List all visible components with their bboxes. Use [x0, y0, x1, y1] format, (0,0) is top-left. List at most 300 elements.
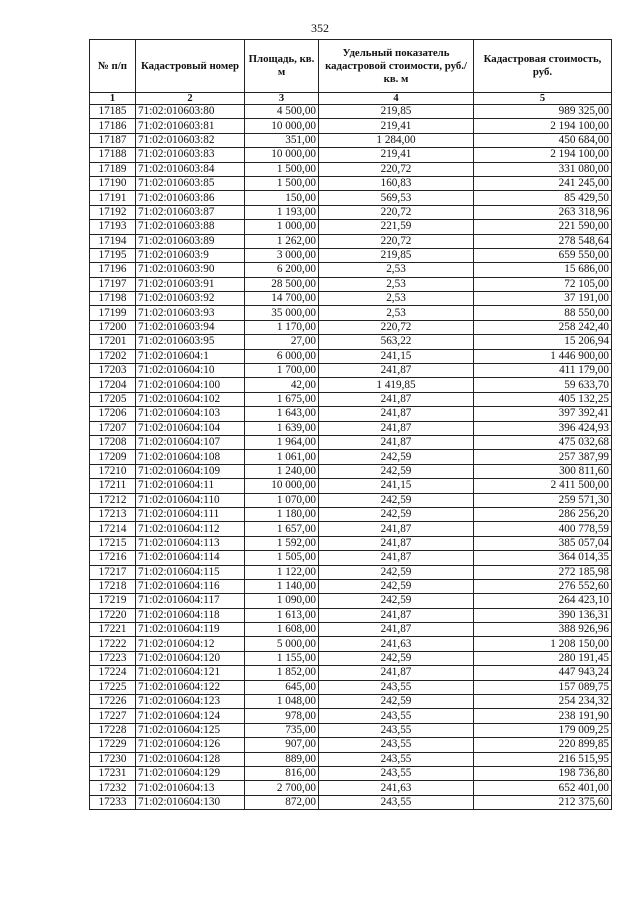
unit-rate-cell: 243,55 [319, 723, 474, 737]
cadastral-value-cell: 216 515,95 [474, 752, 612, 766]
unit-rate-cell: 242,59 [319, 464, 474, 478]
cadastral-value-cell: 1 446 900,00 [474, 349, 612, 363]
table-row [90, 623, 612, 637]
unit-rate-cell: 243,55 [319, 752, 474, 766]
cadastral-number-cell: 71:02:010604:130 [136, 795, 245, 809]
cadastral-value-cell: 264 423,10 [474, 594, 612, 608]
row-number-cell: 17207 [90, 421, 136, 435]
area-cell: 10 000,00 [245, 148, 319, 162]
cadastral-value-cell: 450 684,00 [474, 133, 612, 147]
area-cell: 27,00 [245, 335, 319, 349]
cadastral-number-cell: 71:02:010604:1 [136, 349, 245, 363]
row-number-cell: 17208 [90, 435, 136, 449]
row-number-cell: 17216 [90, 551, 136, 565]
cadastral-number-cell: 71:02:010603:9 [136, 248, 245, 262]
table-row [90, 176, 612, 190]
table-row [90, 695, 612, 709]
cadastral-value-cell: 72 105,00 [474, 277, 612, 291]
area-cell: 1 505,00 [245, 551, 319, 565]
area-cell: 1 240,00 [245, 464, 319, 478]
table-row [90, 378, 612, 392]
area-cell: 1 852,00 [245, 666, 319, 680]
cadastral-number-cell: 71:02:010603:90 [136, 263, 245, 277]
cadastral-number-cell: 71:02:010604:104 [136, 421, 245, 435]
area-cell: 2 700,00 [245, 781, 319, 795]
table-row [90, 450, 612, 464]
cadastral-value-cell: 405 132,25 [474, 392, 612, 406]
unit-rate-cell: 1 419,85 [319, 378, 474, 392]
row-number-cell: 17227 [90, 709, 136, 723]
cadastral-value-cell: 220 899,85 [474, 738, 612, 752]
cadastral-number-cell: 71:02:010603:81 [136, 119, 245, 133]
area-cell: 1 700,00 [245, 364, 319, 378]
cadastral-value-cell: 263 318,96 [474, 205, 612, 219]
unit-rate-cell: 1 284,00 [319, 133, 474, 147]
cadastral-value-cell: 179 009,25 [474, 723, 612, 737]
column-header-area: Площадь, кв. м [245, 40, 319, 93]
table-row [90, 277, 612, 291]
area-cell: 28 500,00 [245, 277, 319, 291]
table-row [90, 205, 612, 219]
table-row [90, 234, 612, 248]
table-row [90, 766, 612, 780]
unit-rate-cell: 243,55 [319, 795, 474, 809]
area-cell: 10 000,00 [245, 119, 319, 133]
table-row [90, 248, 612, 262]
cadastral-number-cell: 71:02:010603:92 [136, 292, 245, 306]
cadastral-number-cell: 71:02:010604:114 [136, 551, 245, 565]
cadastral-value-cell: 88 550,00 [474, 306, 612, 320]
unit-rate-cell: 241,15 [319, 479, 474, 493]
cadastral-number-cell: 71:02:010604:103 [136, 407, 245, 421]
unit-rate-cell: 241,87 [319, 608, 474, 622]
table-row [90, 565, 612, 579]
cadastral-number-cell: 71:02:010604:119 [136, 623, 245, 637]
cadastral-number-cell: 71:02:010604:113 [136, 536, 245, 550]
area-cell: 1 070,00 [245, 493, 319, 507]
cadastral-value-cell: 2 194 100,00 [474, 148, 612, 162]
area-cell: 3 000,00 [245, 248, 319, 262]
area-cell: 5 000,00 [245, 637, 319, 651]
unit-rate-cell: 242,59 [319, 695, 474, 709]
unit-rate-cell: 241,87 [319, 536, 474, 550]
area-cell: 1 613,00 [245, 608, 319, 622]
unit-rate-cell: 242,59 [319, 507, 474, 521]
unit-rate-cell: 160,83 [319, 176, 474, 190]
cadastral-value-cell: 385 057,04 [474, 536, 612, 550]
table-row [90, 795, 612, 809]
unit-rate-cell: 243,55 [319, 680, 474, 694]
row-number-cell: 17230 [90, 752, 136, 766]
cadastral-value-cell: 2 411 500,00 [474, 479, 612, 493]
unit-rate-cell: 242,59 [319, 651, 474, 665]
table-row [90, 781, 612, 795]
cadastral-value-cell: 300 811,60 [474, 464, 612, 478]
table-row [90, 536, 612, 550]
table-row [90, 105, 612, 119]
row-number-cell: 17205 [90, 392, 136, 406]
row-number-cell: 17200 [90, 320, 136, 334]
cadastral-number-cell: 71:02:010604:100 [136, 378, 245, 392]
cadastral-number-cell: 71:02:010604:11 [136, 479, 245, 493]
unit-rate-cell: 243,55 [319, 709, 474, 723]
cadastral-number-cell: 71:02:010604:109 [136, 464, 245, 478]
table-row [90, 464, 612, 478]
row-number-cell: 17229 [90, 738, 136, 752]
unit-rate-cell: 241,87 [319, 551, 474, 565]
table-row [90, 263, 612, 277]
unit-rate-cell: 242,59 [319, 565, 474, 579]
cadastral-value-cell: 364 014,35 [474, 551, 612, 565]
column-number-row [90, 93, 612, 105]
cadastral-number-cell: 71:02:010604:107 [136, 435, 245, 449]
cadastral-number-cell: 71:02:010604:123 [136, 695, 245, 709]
cadastral-number-cell: 71:02:010604:117 [136, 594, 245, 608]
table-row [90, 119, 612, 133]
cadastral-number-cell: 71:02:010604:10 [136, 364, 245, 378]
area-cell: 14 700,00 [245, 292, 319, 306]
cadastral-value-cell: 989 325,00 [474, 105, 612, 119]
cadastral-number-cell: 71:02:010604:126 [136, 738, 245, 752]
row-number-cell: 17185 [90, 105, 136, 119]
cadastral-value-cell: 659 550,00 [474, 248, 612, 262]
area-cell: 1 500,00 [245, 162, 319, 176]
row-number-cell: 17222 [90, 637, 136, 651]
table-row [90, 651, 612, 665]
unit-rate-cell: 242,59 [319, 579, 474, 593]
page-number: 352 [311, 21, 329, 35]
row-number-cell: 17214 [90, 522, 136, 536]
row-number-cell: 17220 [90, 608, 136, 622]
cadastral-number-cell: 71:02:010604:121 [136, 666, 245, 680]
row-number-cell: 17212 [90, 493, 136, 507]
unit-rate-cell: 2,53 [319, 292, 474, 306]
row-number-cell: 17217 [90, 565, 136, 579]
area-cell: 1 000,00 [245, 220, 319, 234]
cadastral-value-cell: 15 686,00 [474, 263, 612, 277]
unit-rate-cell: 563,22 [319, 335, 474, 349]
row-number-cell: 17206 [90, 407, 136, 421]
cadastral-value-cell: 400 778,59 [474, 522, 612, 536]
cadastral-value-cell: 272 185,98 [474, 565, 612, 579]
cadastral-value-cell: 258 242,40 [474, 320, 612, 334]
unit-rate-cell: 220,72 [319, 320, 474, 334]
area-cell: 889,00 [245, 752, 319, 766]
column-headers [90, 40, 612, 93]
table-row [90, 680, 612, 694]
unit-rate-cell: 241,87 [319, 623, 474, 637]
unit-rate-cell: 220,72 [319, 162, 474, 176]
unit-rate-cell: 241,15 [319, 349, 474, 363]
cadastral-number-cell: 71:02:010604:118 [136, 608, 245, 622]
unit-rate-cell: 219,41 [319, 148, 474, 162]
unit-rate-cell: 241,63 [319, 637, 474, 651]
row-number-cell: 17195 [90, 248, 136, 262]
row-number-cell: 17201 [90, 335, 136, 349]
cadastral-value-cell: 15 206,94 [474, 335, 612, 349]
area-cell: 35 000,00 [245, 306, 319, 320]
cadastral-value-cell: 85 429,50 [474, 191, 612, 205]
cadastral-number-cell: 71:02:010604:102 [136, 392, 245, 406]
table-row [90, 148, 612, 162]
cadastral-number-cell: 71:02:010604:13 [136, 781, 245, 795]
row-number-cell: 17223 [90, 651, 136, 665]
cadastral-number-cell: 71:02:010604:108 [136, 450, 245, 464]
cadastral-number-cell: 71:02:010604:122 [136, 680, 245, 694]
area-cell: 42,00 [245, 378, 319, 392]
table-row [90, 435, 612, 449]
unit-rate-cell: 242,59 [319, 594, 474, 608]
cadastral-value-cell: 447 943,24 [474, 666, 612, 680]
area-cell: 1 193,00 [245, 205, 319, 219]
table-row [90, 364, 612, 378]
cadastral-number-cell: 71:02:010603:80 [136, 105, 245, 119]
cadastral-value-cell: 1 208 150,00 [474, 637, 612, 651]
cadastral-number-cell: 71:02:010603:88 [136, 220, 245, 234]
cadastral-number-cell: 71:02:010603:86 [136, 191, 245, 205]
cadastral-number-cell: 71:02:010604:116 [136, 579, 245, 593]
table-row [90, 220, 612, 234]
unit-rate-cell: 241,87 [319, 364, 474, 378]
cadastral-value-cell: 331 080,00 [474, 162, 612, 176]
unit-rate-cell: 219,85 [319, 105, 474, 119]
unit-rate-cell: 241,87 [319, 407, 474, 421]
row-number-cell: 17228 [90, 723, 136, 737]
cadastral-number-cell: 71:02:010604:115 [136, 565, 245, 579]
unit-rate-cell: 243,55 [319, 766, 474, 780]
area-cell: 1 592,00 [245, 536, 319, 550]
unit-rate-cell: 221,59 [319, 220, 474, 234]
area-cell: 1 155,00 [245, 651, 319, 665]
row-number-cell: 17197 [90, 277, 136, 291]
cadastral-value-cell: 286 256,20 [474, 507, 612, 521]
table-row [90, 738, 612, 752]
cadastral-value-cell: 254 234,32 [474, 695, 612, 709]
row-number-cell: 17226 [90, 695, 136, 709]
cadastral-number-cell: 71:02:010604:120 [136, 651, 245, 665]
column-number: 2 [136, 93, 245, 105]
unit-rate-cell: 219,85 [319, 248, 474, 262]
cadastral-value-table [89, 39, 612, 810]
area-cell: 1 262,00 [245, 234, 319, 248]
table-body [90, 105, 612, 810]
cadastral-value-cell: 2 194 100,00 [474, 119, 612, 133]
area-cell: 1 675,00 [245, 392, 319, 406]
column-header-cadastral-value: Кадастровая стоимость, руб. [474, 40, 612, 93]
column-number: 1 [90, 93, 136, 105]
row-number-cell: 17198 [90, 292, 136, 306]
table-row [90, 594, 612, 608]
cadastral-number-cell: 71:02:010603:94 [136, 320, 245, 334]
cadastral-number-cell: 71:02:010604:12 [136, 637, 245, 651]
unit-rate-cell: 220,72 [319, 205, 474, 219]
row-number-cell: 17225 [90, 680, 136, 694]
table-row [90, 162, 612, 176]
table-row [90, 479, 612, 493]
cadastral-number-cell: 71:02:010604:112 [136, 522, 245, 536]
table-header [90, 40, 612, 105]
row-number-cell: 17194 [90, 234, 136, 248]
table-row [90, 752, 612, 766]
row-number-cell: 17196 [90, 263, 136, 277]
cadastral-value-cell: 257 387,99 [474, 450, 612, 464]
cadastral-number-cell: 71:02:010603:95 [136, 335, 245, 349]
table-row [90, 292, 612, 306]
unit-rate-cell: 241,63 [319, 781, 474, 795]
table-row [90, 133, 612, 147]
area-cell: 1 639,00 [245, 421, 319, 435]
area-cell: 150,00 [245, 191, 319, 205]
row-number-cell: 17218 [90, 579, 136, 593]
table-row [90, 335, 612, 349]
area-cell: 1 608,00 [245, 623, 319, 637]
area-cell: 1 048,00 [245, 695, 319, 709]
table-row [90, 723, 612, 737]
table-row [90, 493, 612, 507]
row-number-cell: 17190 [90, 176, 136, 190]
table-row [90, 637, 612, 651]
cadastral-number-cell: 71:02:010603:84 [136, 162, 245, 176]
area-cell: 1 643,00 [245, 407, 319, 421]
row-number-cell: 17231 [90, 766, 136, 780]
row-number-cell: 17203 [90, 364, 136, 378]
area-cell: 907,00 [245, 738, 319, 752]
area-cell: 816,00 [245, 766, 319, 780]
cadastral-value-cell: 652 401,00 [474, 781, 612, 795]
table-row [90, 579, 612, 593]
row-number-cell: 17213 [90, 507, 136, 521]
unit-rate-cell: 220,72 [319, 234, 474, 248]
row-number-cell: 17233 [90, 795, 136, 809]
table-row [90, 507, 612, 521]
cadastral-value-cell: 59 633,70 [474, 378, 612, 392]
cadastral-value-cell: 276 552,60 [474, 579, 612, 593]
cadastral-number-cell: 71:02:010603:85 [136, 176, 245, 190]
area-cell: 978,00 [245, 709, 319, 723]
area-cell: 1 500,00 [245, 176, 319, 190]
table-row [90, 392, 612, 406]
area-cell: 1 061,00 [245, 450, 319, 464]
cadastral-value-cell: 212 375,60 [474, 795, 612, 809]
table-row [90, 191, 612, 205]
row-number-cell: 17215 [90, 536, 136, 550]
table-row [90, 608, 612, 622]
area-cell: 872,00 [245, 795, 319, 809]
row-number-cell: 17232 [90, 781, 136, 795]
row-number-cell: 17219 [90, 594, 136, 608]
table-row [90, 666, 612, 680]
table-row [90, 551, 612, 565]
area-cell: 10 000,00 [245, 479, 319, 493]
column-number: 5 [474, 93, 612, 105]
cadastral-number-cell: 71:02:010603:87 [136, 205, 245, 219]
row-number-cell: 17221 [90, 623, 136, 637]
area-cell: 1 180,00 [245, 507, 319, 521]
cadastral-value-cell: 221 590,00 [474, 220, 612, 234]
cadastral-number-cell: 71:02:010604:111 [136, 507, 245, 521]
area-cell: 735,00 [245, 723, 319, 737]
area-cell: 4 500,00 [245, 105, 319, 119]
unit-rate-cell: 243,55 [319, 738, 474, 752]
cadastral-number-cell: 71:02:010603:91 [136, 277, 245, 291]
unit-rate-cell: 241,87 [319, 522, 474, 536]
row-number-cell: 17189 [90, 162, 136, 176]
unit-rate-cell: 242,59 [319, 450, 474, 464]
row-number-cell: 17187 [90, 133, 136, 147]
cadastral-value-cell: 280 191,45 [474, 651, 612, 665]
cadastral-number-cell: 71:02:010604:129 [136, 766, 245, 780]
table-row [90, 306, 612, 320]
area-cell: 1 122,00 [245, 565, 319, 579]
cadastral-value-cell: 37 191,00 [474, 292, 612, 306]
cadastral-value-cell: 278 548,64 [474, 234, 612, 248]
area-cell: 1 657,00 [245, 522, 319, 536]
area-cell: 1 090,00 [245, 594, 319, 608]
row-number-cell: 17204 [90, 378, 136, 392]
cadastral-number-cell: 71:02:010603:93 [136, 306, 245, 320]
row-number-cell: 17193 [90, 220, 136, 234]
cadastral-value-cell: 411 179,00 [474, 364, 612, 378]
row-number-cell: 17210 [90, 464, 136, 478]
unit-rate-cell: 241,87 [319, 421, 474, 435]
cadastral-value-cell: 241 245,00 [474, 176, 612, 190]
cadastral-value-cell: 397 392,41 [474, 407, 612, 421]
row-number-cell: 17209 [90, 450, 136, 464]
column-header-number: № п/п [90, 40, 136, 93]
unit-rate-cell: 2,53 [319, 306, 474, 320]
table-row [90, 320, 612, 334]
unit-rate-cell: 2,53 [319, 277, 474, 291]
table-row [90, 349, 612, 363]
table-row [90, 421, 612, 435]
cadastral-value-cell: 157 089,75 [474, 680, 612, 694]
cadastral-number-cell: 71:02:010603:83 [136, 148, 245, 162]
cadastral-number-cell: 71:02:010604:110 [136, 493, 245, 507]
cadastral-number-cell: 71:02:010604:128 [136, 752, 245, 766]
unit-rate-cell: 241,87 [319, 666, 474, 680]
cadastral-number-cell: 71:02:010603:82 [136, 133, 245, 147]
column-header-cadastral-number: Кадастровый номер [136, 40, 245, 93]
area-cell: 645,00 [245, 680, 319, 694]
unit-rate-cell: 2,53 [319, 263, 474, 277]
row-number-cell: 17186 [90, 119, 136, 133]
unit-rate-cell: 242,59 [319, 493, 474, 507]
cadastral-value-cell: 388 926,96 [474, 623, 612, 637]
row-number-cell: 17188 [90, 148, 136, 162]
row-number-cell: 17199 [90, 306, 136, 320]
cadastral-value-cell: 259 571,30 [474, 493, 612, 507]
cadastral-number-cell: 71:02:010603:89 [136, 234, 245, 248]
column-header-unit-rate: Удельный показатель кадастровой стоимости, руб./кв. м [319, 40, 474, 93]
area-cell: 6 000,00 [245, 349, 319, 363]
cadastral-number-cell: 71:02:010604:125 [136, 723, 245, 737]
column-number: 4 [319, 93, 474, 105]
row-number-cell: 17202 [90, 349, 136, 363]
cadastral-number-cell: 71:02:010604:124 [136, 709, 245, 723]
table-row [90, 709, 612, 723]
table-row [90, 407, 612, 421]
area-cell: 1 140,00 [245, 579, 319, 593]
cadastral-value-cell: 390 136,31 [474, 608, 612, 622]
table-row [90, 522, 612, 536]
area-cell: 1 170,00 [245, 320, 319, 334]
area-cell: 1 964,00 [245, 435, 319, 449]
area-cell: 6 200,00 [245, 263, 319, 277]
row-number-cell: 17211 [90, 479, 136, 493]
unit-rate-cell: 241,87 [319, 392, 474, 406]
cadastral-value-cell: 198 736,80 [474, 766, 612, 780]
unit-rate-cell: 569,53 [319, 191, 474, 205]
